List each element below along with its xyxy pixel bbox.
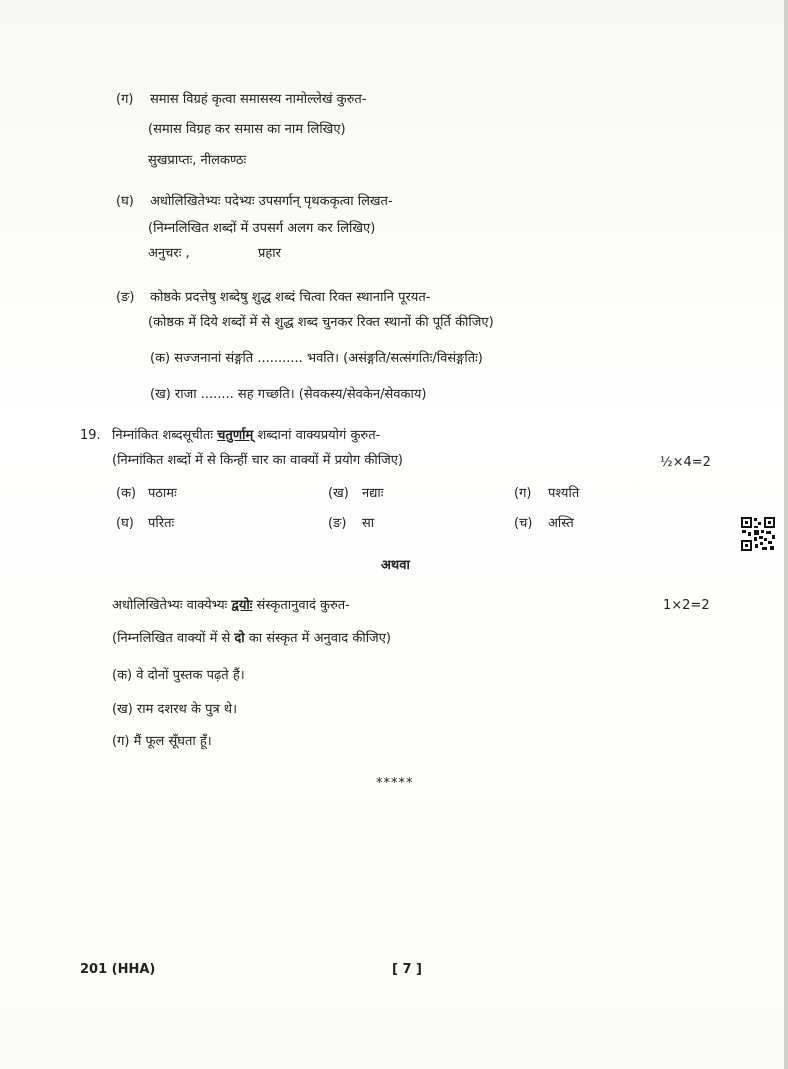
end-marker: ***** bbox=[376, 776, 414, 791]
or-instruction-post: संस्कृतानुवादं कुरुत- bbox=[252, 598, 350, 613]
qr-code-icon bbox=[740, 516, 776, 552]
q19-instruction-post: शब्दानां वाक्यप्रयोगं कुरुत- bbox=[253, 428, 381, 443]
item-gha-label: (घ) bbox=[116, 194, 134, 209]
or-instruction-bold: द्वयोः bbox=[231, 598, 253, 613]
or-sentence-ka: (क) वे दोनों पुस्तक पढ़ते हैं। bbox=[112, 668, 245, 683]
or-heading: अथवा bbox=[381, 558, 410, 573]
item-gha-hindi: (निम्नलिखित शब्दों में उपसर्ग अलग कर लिखिए) bbox=[148, 221, 376, 236]
q19-option-cha-word: अस्ति bbox=[548, 516, 574, 531]
q19-option-gha-label: (घ) bbox=[116, 516, 134, 531]
item-nga-instruction: कोष्ठके प्रदत्तेषु शब्देषु शुद्ध शब्दं चित्वा रिक्त स्थानानि पूरयत- bbox=[150, 290, 431, 305]
q19-instruction-bold: चतुर्णाम् bbox=[217, 428, 254, 443]
footer-page-number: [ 7 ] bbox=[392, 962, 422, 977]
q19-option-ga-label: (ग) bbox=[514, 486, 532, 501]
q19-option-nga-word: सा bbox=[362, 516, 375, 531]
item-ga-words: सुखप्राप्तः, नीलकण्ठः bbox=[148, 153, 247, 168]
q19-option-ka-word: पठामः bbox=[148, 486, 177, 501]
item-ga-instruction: समास विग्रहं कृत्वा समासस्य नामोल्लेखं कुरुत- bbox=[150, 92, 367, 107]
item-ga-hindi: (समास विग्रह कर समास का नाम लिखिए) bbox=[148, 122, 346, 137]
q19-option-cha-label: (च) bbox=[514, 516, 533, 531]
q19-option-ga-word: पश्यति bbox=[548, 486, 580, 501]
q19-number: 19. bbox=[80, 428, 101, 443]
q19-option-gha-word: परितः bbox=[148, 516, 175, 531]
item-gha-word1: अनुचरः , bbox=[148, 246, 190, 261]
or-instruction-pre: अधोलिखितेभ्यः वाक्येभ्यः bbox=[112, 598, 232, 613]
or-hindi-post: का संस्कृत में अनुवाद कीजिए) bbox=[244, 631, 391, 646]
page-edge bbox=[784, 0, 788, 1069]
q19-option-ka-label: (क) bbox=[116, 486, 137, 501]
item-nga-kha: (ख) राजा ........ सह गच्छति। (सेवकस्य/सेवकेन/सेवकाय) bbox=[150, 387, 427, 402]
item-gha-instruction: अधोलिखितेभ्यः पदेभ्यः उपसर्गान् पृथककृत्वा लिखत- bbox=[150, 194, 393, 209]
q19-hindi: (निम्नांकित शब्दों में से किन्हीं चार का वाक्यों में प्रयोग कीजिए) bbox=[112, 453, 403, 468]
q19-option-kha-label: (ख) bbox=[328, 486, 349, 501]
or-marks: 1×2=2 bbox=[663, 598, 710, 613]
or-hindi bbox=[112, 631, 391, 647]
item-nga-label: (ङ) bbox=[116, 290, 135, 305]
q19-option-nga-label: (ङ) bbox=[328, 516, 347, 531]
item-nga-ka: (क) सज्जनानां संङ्गति ........... भवति। (असंङ्गति/सत्संगतिः/विसंङ्गतिः) bbox=[150, 351, 483, 366]
item-nga-hindi: (कोष्ठक में दिये शब्दों में से शुद्ध शब्द चुनकर रिक्त स्थानों की पूर्ति कीजिए) bbox=[148, 315, 494, 330]
or-hindi-pre: (निम्नलिखित वाक्यों में से bbox=[112, 631, 235, 646]
footer-code: 201 (HHA) bbox=[80, 962, 156, 977]
or-sentence-kha: (ख) राम दशरथ के पुत्र थे। bbox=[112, 702, 238, 717]
or-sentence-ga: (ग) मैं फूल सूँघता हूँ। bbox=[112, 734, 212, 749]
q19-instruction bbox=[112, 428, 380, 444]
q19-option-kha-word: नद्याः bbox=[362, 486, 384, 501]
item-gha-word2: प्रहार bbox=[258, 246, 281, 261]
or-instruction bbox=[112, 598, 350, 614]
q19-instruction-pre: निम्नांकित शब्दसूचीतः bbox=[112, 428, 218, 443]
or-hindi-bold: दो bbox=[234, 631, 245, 646]
item-ga-label: (ग) bbox=[116, 92, 134, 107]
q19-marks: ½×4=2 bbox=[660, 455, 711, 470]
